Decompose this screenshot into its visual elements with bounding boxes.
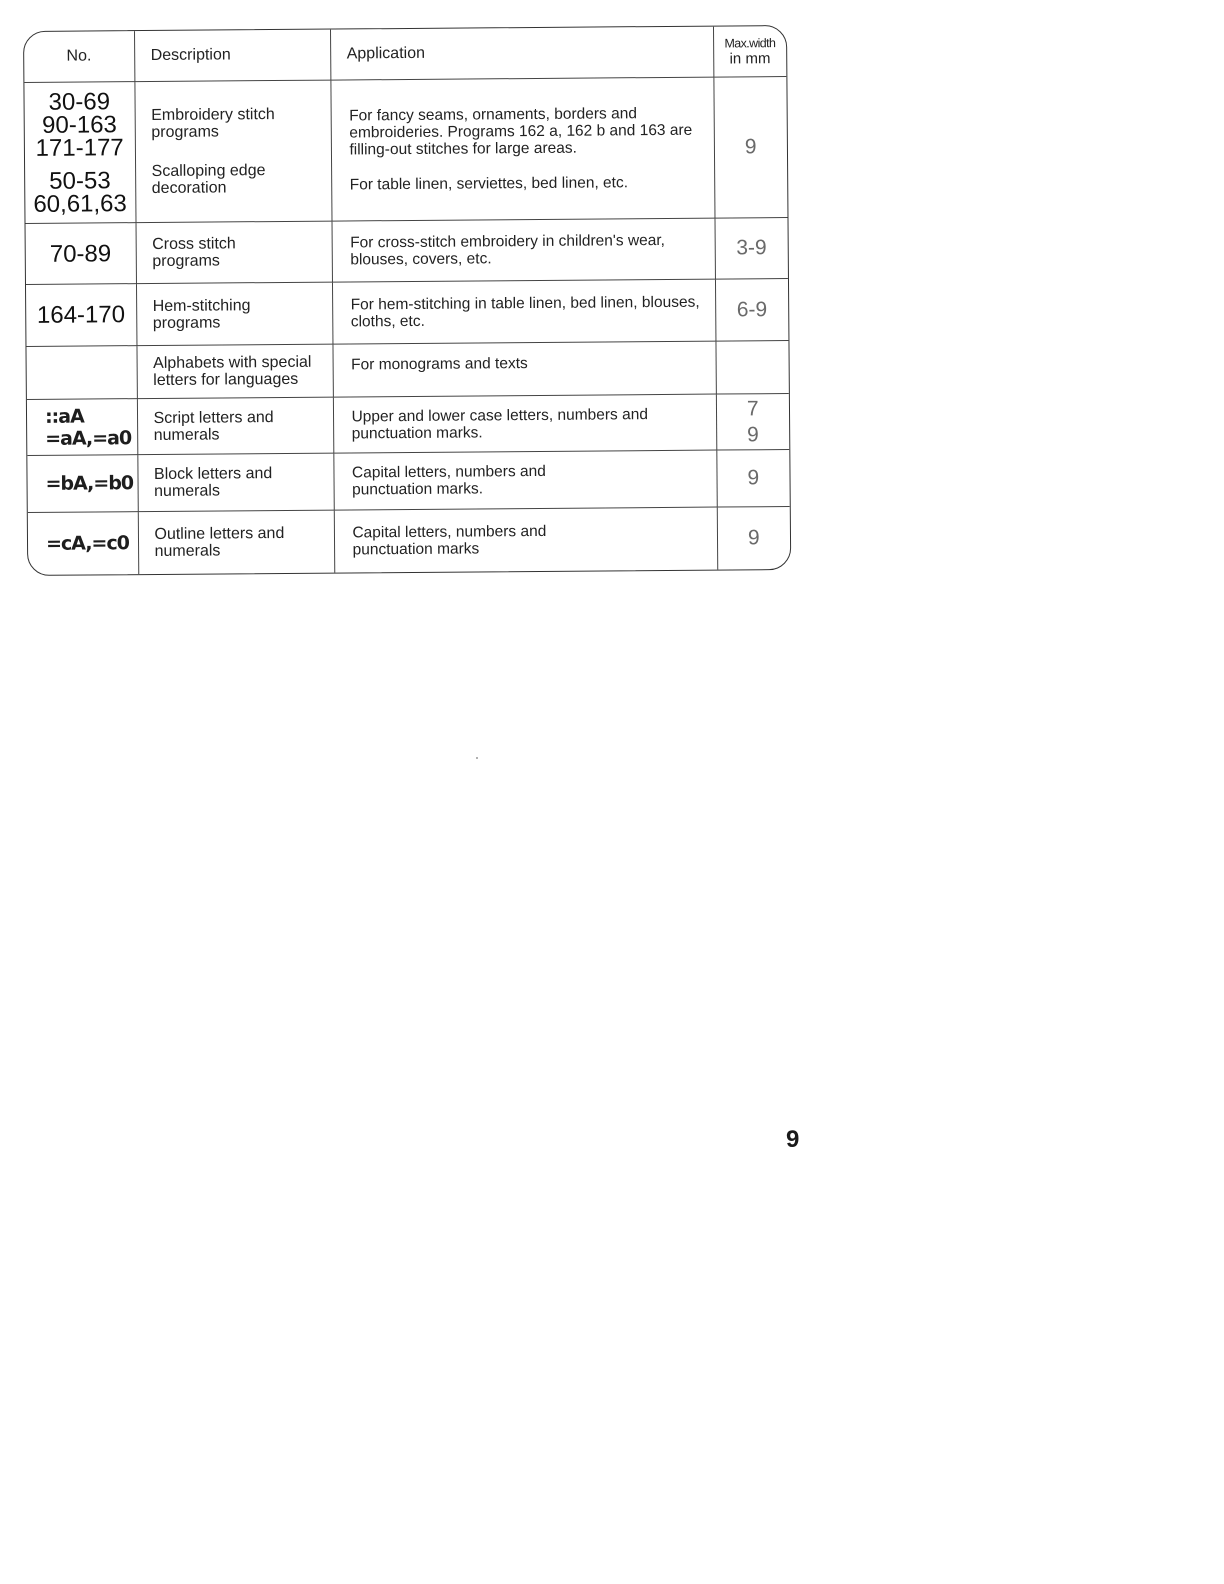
row-description-text: Alphabets with special letters for languages xyxy=(153,353,312,390)
row-description xyxy=(136,344,332,398)
table-row xyxy=(24,76,787,223)
header-max-width xyxy=(713,26,786,77)
row-application: For monograms and texts xyxy=(332,341,715,396)
row-description xyxy=(137,453,333,511)
row-description-text: Scalloping edge decoration xyxy=(151,162,266,198)
header-application: Application xyxy=(330,27,713,80)
table-row xyxy=(26,341,788,399)
table-row xyxy=(27,393,789,455)
row-number-line: 50-53 xyxy=(49,166,111,195)
row-max-width-value: 7 xyxy=(746,396,759,420)
row-number: 164-170 xyxy=(26,283,136,346)
row-application-text: For fancy seams, ornaments, borders and embroideries. Programs 162 a, 162 b and 163 are filling-out stitches for large areas. xyxy=(349,105,693,159)
row-description-text: Block letters and numerals xyxy=(153,465,273,501)
row-application xyxy=(334,507,717,573)
program-table xyxy=(24,26,790,575)
scan-speck xyxy=(476,757,478,759)
page-number: 9 xyxy=(786,1126,800,1153)
row-description-text: Cross stitch programs xyxy=(152,235,236,271)
row-application-text: Capital letters, numbers and punctuation marks. xyxy=(351,463,546,499)
row-max-width-value: 9 xyxy=(747,422,759,446)
header-max-width-line2: in mm xyxy=(729,50,771,68)
table-header-row xyxy=(24,26,786,82)
row-description xyxy=(136,221,332,283)
row-description-text: Outline letters and numerals xyxy=(154,524,285,560)
row-number: =bA,=b0 xyxy=(27,455,137,512)
script-letters-symbol: ::aA xyxy=(44,405,84,428)
row-max-width xyxy=(715,341,788,394)
row-max-width: 9 xyxy=(717,506,790,569)
row-application: For cross-stitch embroidery in children's wear, blouses, covers, etc. xyxy=(332,218,715,282)
row-number-line: 60,61,63 xyxy=(33,189,127,218)
script-letters-symbol: =aA,=a0 xyxy=(45,426,132,450)
stitch-program-table xyxy=(23,25,791,576)
row-max-width: 3-9 xyxy=(714,218,787,279)
row-description-text: Script letters and numerals xyxy=(153,408,274,444)
table-row xyxy=(27,450,789,512)
header-max-width-line1: Max.width xyxy=(724,36,776,51)
row-description xyxy=(137,397,333,455)
row-number: =cA,=c0 xyxy=(28,511,138,575)
row-description xyxy=(136,282,332,346)
row-number xyxy=(26,346,136,399)
row-application xyxy=(333,450,716,510)
table-row xyxy=(26,278,788,347)
row-application-text: For table linen, serviettes, bed linen, etc. xyxy=(349,174,629,194)
row-application: Upper and lower case letters, numbers and punctuation marks. xyxy=(333,394,716,454)
row-application: For hem-stitching in table linen, bed linen, blouses, cloths, etc. xyxy=(332,279,715,345)
row-description-text: Hem-stitching programs xyxy=(152,296,251,332)
row-number-line: 171-177 xyxy=(35,133,124,162)
row-application-text: Capital letters, numbers and punctuation marks xyxy=(352,522,547,559)
row-description xyxy=(138,510,334,574)
row-number xyxy=(24,82,135,224)
row-description-text: Embroidery stitch programs xyxy=(151,106,275,142)
row-number-line: 90-163 xyxy=(42,110,117,139)
row-max-width: 9 xyxy=(716,450,789,507)
row-max-width xyxy=(716,393,789,450)
row-max-width: 9 xyxy=(713,76,787,218)
row-application xyxy=(330,77,714,221)
table-row xyxy=(28,506,790,575)
row-number-line: 30-69 xyxy=(48,87,111,116)
row-max-width: 6-9 xyxy=(715,278,788,341)
row-number: 70-89 xyxy=(26,223,136,284)
table-row xyxy=(26,218,788,285)
row-number xyxy=(27,398,137,455)
header-description: Description xyxy=(134,30,330,82)
header-no: No. xyxy=(24,31,134,82)
row-description xyxy=(134,80,331,223)
